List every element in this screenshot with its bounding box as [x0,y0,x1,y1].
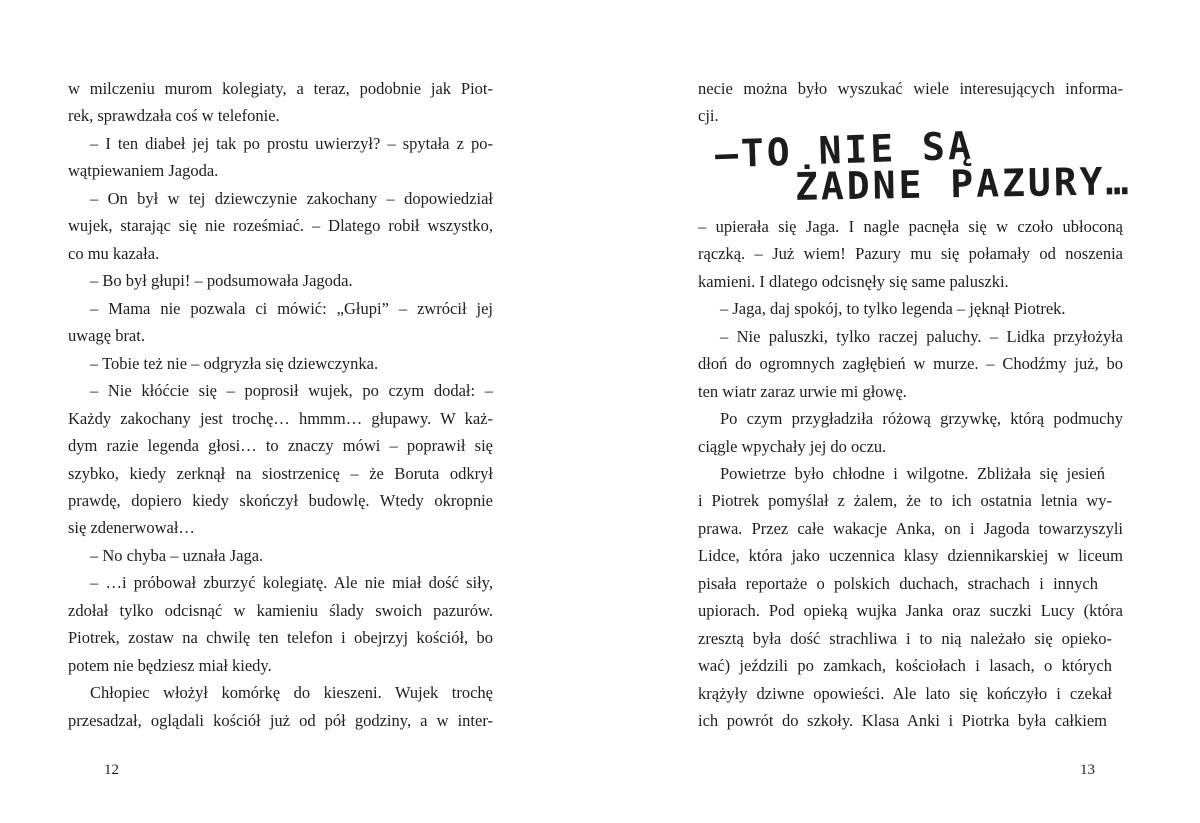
text-line: – I ten diabeł jej tak po prostu uwierzył? – spytała z po- [90,134,493,153]
text-line: Powietrze było chłodne i wilgotne. Zbliżała się jesień [720,464,1105,483]
text-line: zdołał tylko odcisnąć w kamieniu ślady swoich pazurów. [68,601,493,620]
text-line: – Nie paluszki, tylko raczej paluchy. – Lidka przyłożyła [720,327,1123,346]
text-line: krążyły dziwne opowieści. Ale lato się kończyło i czekał [698,684,1112,703]
text-line: pisała reportaże o polskich duchach, strachach i innych [698,574,1098,593]
text-line: przesadzał, oglądali kościół już od pół godziny, a w inter- [68,711,493,730]
text-line: prawdę, dopiero kiedy skończył budowlę. Wtedy okropnie [68,491,493,510]
text-line: dłoń do ogromnych zagłębień w murze. – Chodźmy już, bo [698,354,1123,373]
text-line: Każdy zakochany jest trochę… hmmm… głupawy. W każ- [68,409,493,428]
text-line: rączką. – Już wiem! Pazury mu się połamały od noszenia [698,244,1123,263]
text-line: w milczeniu murom kolegiaty, a teraz, podobnie jak Piot- [68,79,493,98]
text-line: ciągle wpychały jej do oczu. [698,437,887,456]
text-line: – Nie kłóćcie się – poprosił wujek, po czym dodał: – [90,381,493,400]
text-line: prawa. Przez całe wakacje Anka, on i Jagoda towarzyszyli [698,519,1123,538]
text-line: się zdenerwował… [68,518,195,537]
text-line: wątpiewaniem Jagoda. [68,161,219,180]
text-line: rek, sprawdzała coś w telefonie. [68,106,280,125]
text-line: uwagę brat. [68,326,145,345]
handwritten-heading-line-1: –TO NIE SĄ [714,123,975,177]
text-line: dym razie legenda głosi… to znaczy mówi – poprawił się [68,436,493,455]
text-line: – Jaga, daj spokój, to tylko legenda – jęknął Piotrek. [720,299,1066,318]
text-line: co mu kazała. [68,244,160,263]
text-line: – Bo był głupi! – podsumowała Jagoda. [90,271,353,290]
text-line: – …i próbował zburzyć kolegiatę. Ale nie miał dość siły, [90,573,493,592]
handwritten-heading-line-2: ŻADNE PAZURY… [794,159,1132,209]
text-line: ten wiatr zaraz urwie mi głowę. [698,382,907,401]
text-line: Chłopiec włożył komórkę do kieszeni. Wujek trochę [90,683,493,702]
text-line: – Mama nie pozwala ci mówić: „Głupi” – zwrócił jej [90,299,493,318]
text-line: potem nie będziesz miał kiedy. [68,656,272,675]
text-line: kamieni. I dlatego odcisnęły się same paluszki. [698,272,1009,291]
page-number: 12 [104,762,119,778]
text-line: – upierała się Jaga. I nagle pacnęła się w czoło ubłoconą [698,217,1123,236]
text-line: Lidce, która jako uczennica klasy dziennikarskiej w liceum [698,546,1123,565]
text-line: i Piotrek pomyślał z żalem, że to ich ostatnia letnia wy- [698,491,1112,510]
text-line: – No chyba – uznała Jaga. [90,546,264,565]
text-line: upiorach. Pod opieką wujka Janka oraz suczki Lucy (która [698,601,1123,620]
text-line: – Tobie też nie – odgryzła się dziewczynka. [90,354,379,373]
text-line: zresztą była dość strachliwa i to nią należało się opieko- [698,629,1112,648]
text-line: Piotrek, zostaw na chwilę ten telefon i obejrzyj kościół, bo [68,628,493,647]
page-number: 13 [1080,762,1095,778]
text-line: wujek, starając się nie roześmiać. – Dlatego robił wszystko, [68,216,493,235]
text-line: cji. [698,106,719,125]
text-line: wać) jeździli po zamkach, kościołach i lasach, o których [698,656,1112,675]
text-line: Po czym przygładziła różową grzywkę, którą podmuchy [720,409,1123,428]
text-line: ich powrót do szkoły. Klasa Anki i Piotrka była całkiem [698,711,1107,730]
text-line: szybko, kiedy zerknął na siostrzenicę – że Boruta odkrył [68,464,493,483]
text-line: necie można było wyszukać wiele interesujących informa- [698,79,1123,98]
text-line: – On był w tej dziewczynie zakochany – dopowiedział [90,189,493,208]
